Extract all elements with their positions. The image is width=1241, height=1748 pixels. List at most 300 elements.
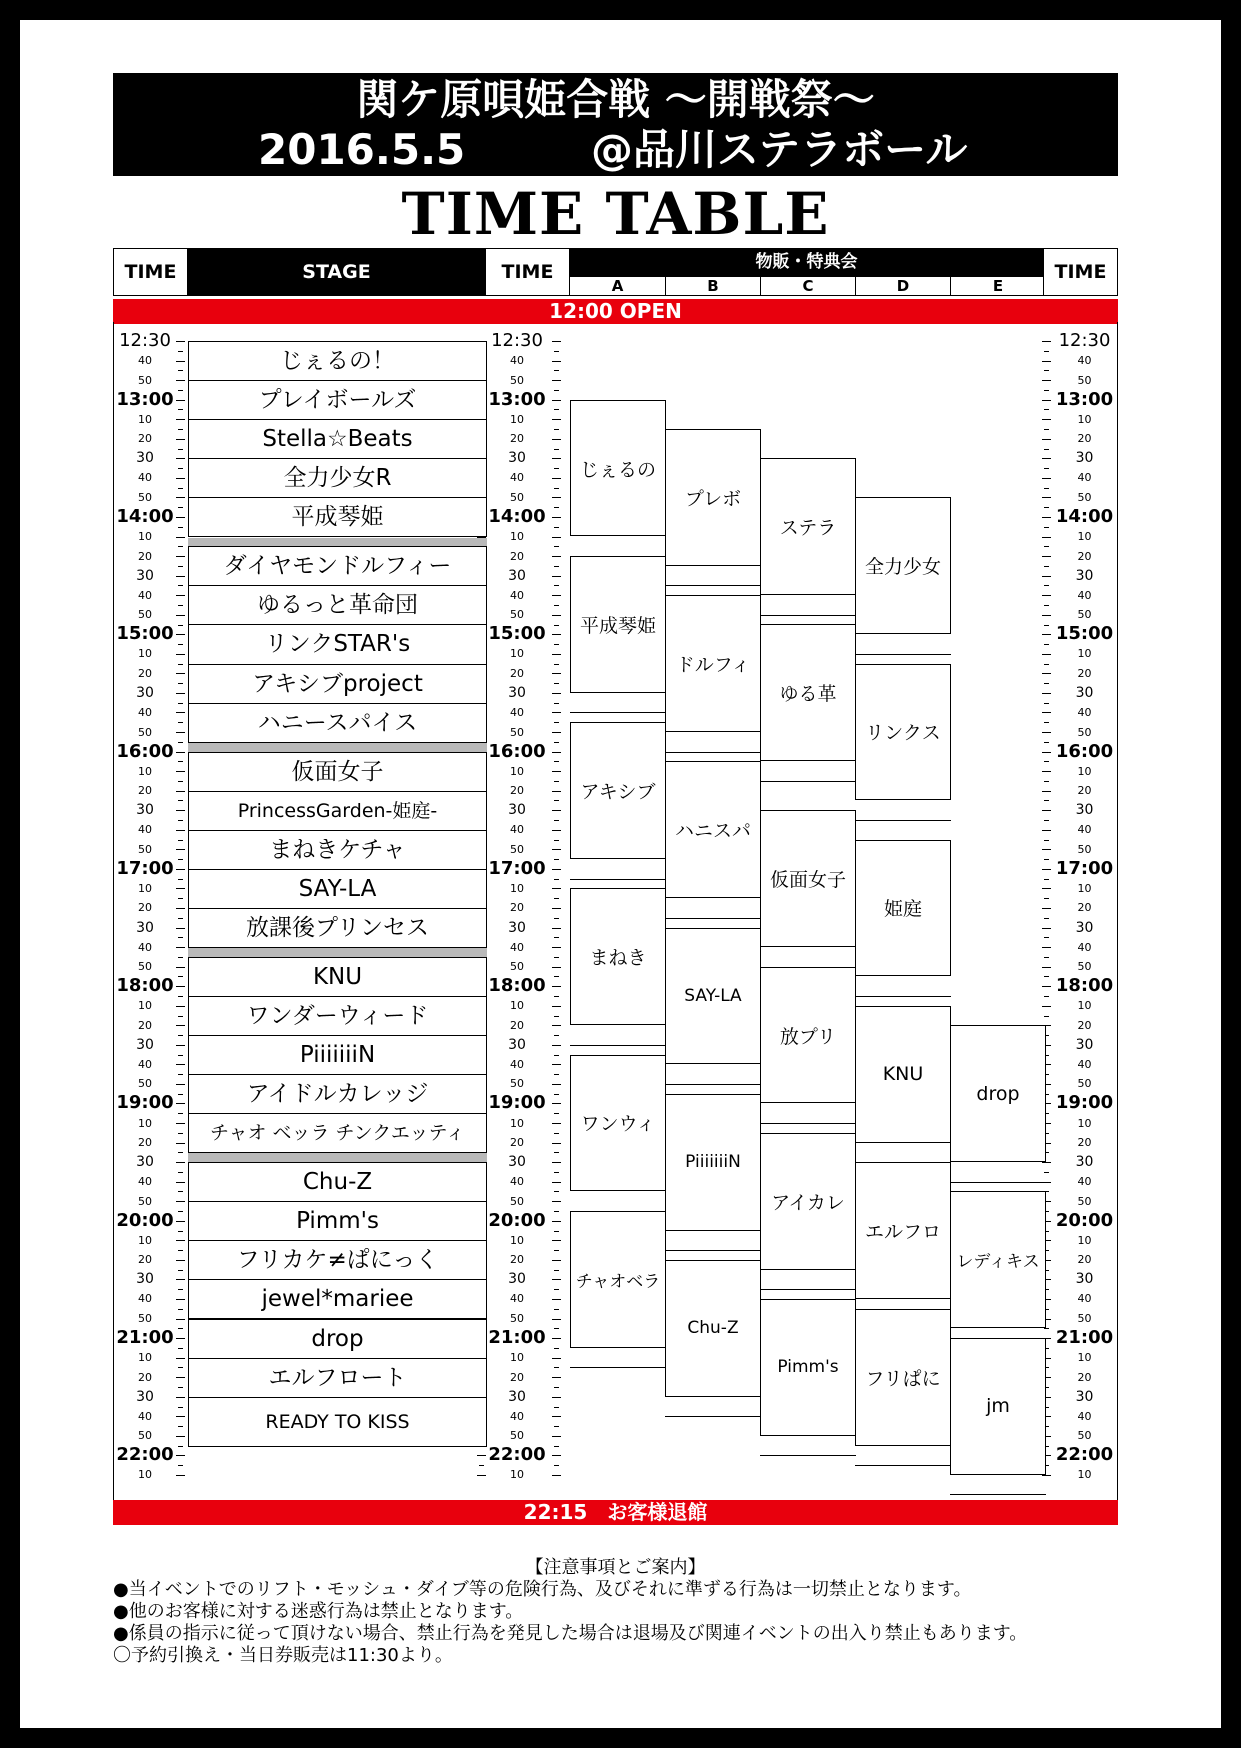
time-ruler-left-tick: [176, 615, 185, 616]
time-ruler-left-tick: [176, 849, 185, 850]
stage-slot: jewel*mariee: [188, 1279, 487, 1319]
time-ruler-right-tick: [1042, 361, 1051, 362]
time-ruler-left-label: 40: [138, 1292, 152, 1306]
time-ruler-right-tick: [1042, 419, 1051, 420]
time-ruler-middle-minor-tick: [554, 488, 559, 489]
time-ruler-right-label: 18:00: [1055, 975, 1114, 997]
time-ruler-right-tick: [1042, 1006, 1051, 1007]
stage-break: [188, 538, 487, 547]
time-ruler-left-tick: [176, 361, 185, 362]
merch-lane-labels: [570, 277, 1043, 295]
time-ruler-left-label: 30: [136, 567, 154, 584]
time-ruler-right-label: 10: [1077, 881, 1092, 895]
time-ruler-left-tick: [176, 869, 185, 870]
time-ruler-middle-label: 20: [510, 432, 524, 446]
time-ruler-left-minor-tick: [178, 1328, 183, 1329]
time-ruler-middle-label: 10: [510, 647, 524, 661]
time-ruler-middle-minor-tick: [554, 1250, 559, 1251]
note-item: ●係員の指示に従って頂けない場合、禁止行為を発見した場合は退場及び関連イベントの出入り禁止もあります。: [113, 1623, 1028, 1644]
time-ruler-middle-minor-tick: [554, 1367, 559, 1368]
merch-block-d: フリぱに: [855, 1309, 951, 1446]
time-ruler-left-label: 19:00: [116, 1092, 174, 1114]
time-ruler-middle-minor-tick: [554, 937, 559, 938]
time-ruler-middle-tick: [552, 752, 561, 753]
time-ruler-left-tick: [176, 1182, 185, 1183]
time-ruler-right-label: 21:00: [1055, 1327, 1114, 1349]
time-ruler-right-tick: [1042, 986, 1051, 987]
time-ruler-middle-tick: [552, 830, 561, 831]
time-ruler-left-tick: [176, 341, 185, 342]
time-ruler-left-label: 50: [138, 490, 152, 504]
time-ruler-middle-tick: [552, 615, 561, 616]
time-ruler-right-label: 30: [1075, 1388, 1094, 1405]
time-ruler-middle-tick: [552, 1319, 561, 1320]
time-ruler-right-tick: [1042, 478, 1051, 479]
time-ruler-left-tick: [176, 537, 185, 538]
time-ruler-middle-tick: [552, 419, 561, 420]
time-ruler-middle-label: 13:00: [488, 388, 546, 410]
time-ruler-middle-label: 30: [508, 567, 526, 584]
time-ruler-left-minor-tick: [178, 1407, 183, 1408]
time-ruler-left-label: 50: [138, 725, 152, 739]
time-ruler-right-label: 30: [1075, 1154, 1094, 1171]
time-ruler-middle-label: 20: [510, 666, 524, 680]
time-ruler-middle-label: 10: [510, 530, 524, 543]
time-ruler-middle-minor-tick: [554, 1309, 559, 1310]
time-ruler-left-tick: [176, 967, 185, 968]
time-ruler-left-label: 13:00: [116, 388, 174, 410]
time-ruler-left-tick: [176, 1397, 185, 1398]
time-ruler-left-label: 10: [138, 999, 152, 1013]
time-ruler-middle-tick: [552, 673, 561, 674]
stage-slot: ゆるっと革命団: [188, 585, 487, 625]
time-ruler-right-tick: [1042, 810, 1051, 811]
time-ruler-right-label: 30: [1075, 1036, 1094, 1053]
stage-break: [188, 1153, 487, 1162]
time-ruler-middle-tick: [552, 654, 561, 655]
time-ruler-middle-tick: [552, 1025, 561, 1026]
merch-block-b: ハニスパ: [665, 761, 761, 898]
time-ruler-right-label: 50: [1077, 842, 1092, 856]
time-ruler-middle-tick: [552, 888, 561, 889]
time-ruler-left-tick: [176, 693, 185, 694]
time-ruler-right-label: 30: [1075, 1271, 1094, 1288]
time-ruler-middle-minor-tick: [554, 1133, 559, 1134]
time-ruler-right-minor-tick: [1044, 800, 1049, 801]
time-ruler-left-minor-tick: [178, 1113, 183, 1114]
time-ruler-right-label: 10: [1077, 1116, 1092, 1130]
time-ruler-right-tick: [1042, 771, 1051, 772]
time-ruler-left-tick: [176, 712, 185, 713]
time-ruler-middle-label: 20: [510, 1253, 524, 1267]
time-ruler-left-minor-tick: [178, 1055, 183, 1056]
time-ruler-right-minor-tick: [1044, 585, 1049, 586]
time-ruler-middle-minor-tick: [554, 996, 559, 997]
time-ruler-right-tick: [1042, 595, 1051, 596]
time-ruler-left-label: 40: [138, 705, 152, 719]
time-ruler-middle-tick: [552, 1338, 561, 1339]
time-ruler-left-minor-tick: [178, 976, 183, 977]
time-ruler-middle-minor-tick: [554, 1172, 559, 1173]
time-ruler-middle-label: 20: [510, 901, 524, 915]
time-ruler-left-tick: [176, 595, 185, 596]
time-ruler-middle-tick: [552, 1064, 561, 1065]
time-ruler-middle-label: 50: [510, 1312, 524, 1325]
time-ruler-middle-minor-tick: [554, 370, 559, 371]
time-ruler-right-tick: [1042, 830, 1051, 831]
time-ruler-right-label: 50: [1077, 608, 1092, 622]
time-ruler-left-label: 50: [138, 1429, 152, 1443]
merch-guide-line: [760, 1289, 856, 1290]
time-ruler-middle-tick: [552, 478, 561, 479]
time-ruler-right-label: 50: [1077, 490, 1092, 504]
time-ruler-middle-tick: [552, 771, 561, 772]
time-ruler-middle-tick: [552, 458, 561, 459]
time-ruler-right-tick: [1042, 693, 1051, 694]
time-ruler-right-label: 20: [1077, 432, 1092, 446]
timetable-sheet: [20, 20, 1221, 1728]
time-ruler-left-label: 40: [138, 940, 152, 954]
time-ruler-left-minor-tick: [178, 1133, 183, 1134]
time-ruler-left-label: 20: [138, 1370, 152, 1384]
merch-guide-line: [855, 820, 951, 821]
time-ruler-left-tick: [176, 1025, 185, 1026]
time-ruler-left-tick: [176, 517, 185, 518]
time-ruler-middle-tick: [552, 1377, 561, 1378]
time-ruler-right-label: 40: [1077, 940, 1092, 954]
time-ruler-right-label: 20: [1077, 666, 1092, 680]
merch-guide-line: [760, 1455, 856, 1456]
time-ruler-middle-minor-tick: [554, 1446, 559, 1447]
time-ruler-middle-label: 30: [508, 802, 526, 819]
time-ruler-left-tick: [176, 1279, 185, 1280]
time-ruler-middle-label: 30: [508, 450, 526, 467]
time-ruler-middle-label: 10: [510, 881, 524, 895]
time-ruler-middle-tick: [552, 556, 561, 557]
time-ruler-right-tick: [1042, 1162, 1051, 1163]
time-ruler-left-tick: [176, 458, 185, 459]
time-ruler-middle-tick: [552, 1006, 561, 1007]
time-ruler-middle-label: 17:00: [488, 857, 546, 879]
time-ruler-left-tick: [176, 1045, 185, 1046]
merch-guide-line: [665, 1250, 761, 1251]
time-ruler-right-minor-tick: [1044, 390, 1049, 391]
time-ruler-left-tick: [176, 1436, 185, 1437]
time-ruler-right-tick: [1042, 1475, 1051, 1476]
time-ruler-middle-minor-tick: [554, 1035, 559, 1036]
stage-slot: リンクSTAR's: [188, 624, 487, 664]
time-ruler-left-label: 10: [138, 764, 152, 778]
time-ruler-left-minor-tick: [178, 703, 183, 704]
time-ruler-left-tick: [176, 810, 185, 811]
time-ruler-left-label: 40: [138, 1057, 152, 1071]
stage-slot: 全力少女R: [188, 458, 487, 498]
time-ruler-middle-minor-tick: [479, 1465, 484, 1466]
time-ruler-left-label: 10: [138, 1468, 152, 1482]
merch-block-b: プレボ: [665, 429, 761, 566]
time-ruler-left-minor-tick: [178, 1211, 183, 1212]
time-ruler-middle-tick: [552, 712, 561, 713]
time-ruler-left-label: 21:00: [116, 1327, 174, 1349]
time-ruler-middle-label: 50: [510, 1194, 524, 1208]
time-ruler-left-label: 10: [138, 1233, 152, 1247]
time-ruler-middle-minor-tick: [554, 449, 559, 450]
time-ruler-left-label: 10: [138, 412, 152, 426]
time-ruler-middle-label: 20: [510, 1018, 524, 1032]
time-ruler-middle-tick: [552, 1240, 561, 1241]
merch-block-a: 平成琴姫: [570, 556, 666, 693]
time-ruler-left-minor-tick: [178, 390, 183, 391]
time-ruler-middle-label: 30: [508, 1036, 526, 1053]
time-ruler-left-tick: [176, 1299, 185, 1300]
time-ruler-left-tick: [176, 1103, 185, 1104]
time-ruler-right-minor-tick: [1044, 840, 1049, 841]
merch-block-b: SAY-LA: [665, 928, 761, 1065]
time-ruler-left-tick: [176, 419, 185, 420]
time-ruler-left-tick: [176, 947, 185, 948]
time-ruler-right-label: 20: [1077, 784, 1092, 798]
time-ruler-right-minor-tick: [1044, 488, 1049, 489]
time-ruler-middle-label: 40: [510, 354, 524, 368]
time-ruler-right-minor-tick: [1044, 605, 1049, 606]
time-ruler-left-minor-tick: [178, 664, 183, 665]
stage-slot: SAY-LA: [188, 869, 487, 909]
merch-guide-line: [760, 1123, 856, 1124]
time-ruler-right-label: 50: [1077, 1429, 1092, 1443]
time-ruler-left-label: 30: [136, 919, 154, 936]
time-ruler-right-minor-tick: [1044, 1016, 1049, 1017]
time-ruler-right-minor-tick: [1044, 527, 1049, 528]
time-ruler-middle-tick: [552, 810, 561, 811]
time-ruler-right-tick: [1042, 497, 1051, 498]
time-ruler-left-tick: [176, 908, 185, 909]
time-ruler-middle-label: 15:00: [488, 623, 546, 645]
time-ruler-right-label: 10: [1077, 1351, 1092, 1365]
time-ruler-left-label: 10: [138, 530, 152, 543]
stage-slot: ダイヤモンドルフィー: [188, 546, 487, 586]
time-ruler-left-minor-tick: [178, 507, 183, 508]
time-ruler-middle-tick: [552, 1260, 561, 1261]
time-ruler-left-minor-tick: [178, 1348, 183, 1349]
time-ruler-right-label: 40: [1077, 1409, 1092, 1423]
time-ruler-left-minor-tick: [178, 1387, 183, 1388]
merch-guide-line: [855, 996, 951, 997]
merch-lane-label-d: D: [855, 277, 950, 295]
time-ruler-middle-tick: [477, 1475, 486, 1476]
time-ruler-middle-label: 10: [510, 1468, 524, 1482]
time-ruler-left-label: 12:30: [119, 330, 171, 351]
merch-header: [569, 248, 1044, 296]
time-ruler-right-label: 10: [1077, 647, 1092, 661]
time-ruler-right-label: 10: [1077, 530, 1092, 543]
time-ruler-middle-minor-tick: [554, 1074, 559, 1075]
time-ruler-right-label: 50: [1077, 1077, 1092, 1091]
time-ruler-middle-minor-tick: [554, 976, 559, 977]
time-ruler-middle-minor-tick: [554, 1387, 559, 1388]
time-ruler-left-label: 20: [138, 1136, 152, 1150]
time-ruler-right-tick: [1042, 556, 1051, 557]
time-ruler-middle-label: 20: [510, 1370, 524, 1384]
time-ruler-middle-minor-tick: [554, 1016, 559, 1017]
time-ruler-middle-label: 40: [510, 940, 524, 954]
time-ruler-right-tick: [1042, 439, 1051, 440]
time-ruler-middle-minor-tick: [554, 1426, 559, 1427]
time-ruler-middle-minor-tick: [554, 840, 559, 841]
time-ruler-left-tick: [176, 986, 185, 987]
time-ruler-left-label: 30: [136, 1271, 154, 1288]
time-ruler-left-minor-tick: [178, 1172, 183, 1173]
time-ruler-right-label: 16:00: [1055, 740, 1114, 762]
time-ruler-left-tick: [176, 1338, 185, 1339]
time-ruler-middle-minor-tick: [554, 918, 559, 919]
time-ruler-right-minor-tick: [1044, 722, 1049, 723]
time-ruler-middle-minor-tick: [554, 1113, 559, 1114]
merch-block-c: Pimm's: [760, 1299, 856, 1436]
time-ruler-left-minor-tick: [178, 937, 183, 938]
time-ruler-middle-minor-tick: [554, 390, 559, 391]
time-ruler-right-label: 13:00: [1055, 388, 1114, 410]
stage-break: [188, 743, 487, 752]
time-ruler-right-label: 50: [1077, 1312, 1092, 1325]
time-ruler-left-minor-tick: [178, 527, 183, 528]
time-ruler-middle-label: 40: [510, 823, 524, 837]
notes-section: [113, 1557, 1213, 1667]
time-ruler-right-label: 40: [1077, 1292, 1092, 1306]
time-ruler-left-tick: [176, 400, 185, 401]
time-ruler-middle-label: 18:00: [488, 975, 546, 997]
time-ruler-left-minor-tick: [178, 488, 183, 489]
time-ruler-middle-label: 14:00: [488, 505, 546, 527]
time-ruler-left-minor-tick: [178, 644, 183, 645]
stage-slot: PrincessGarden-姫庭-: [188, 791, 487, 831]
time-ruler-middle-tick: [552, 1358, 561, 1359]
time-ruler-left-tick: [176, 634, 185, 635]
merch-block-d: 全力少女: [855, 497, 951, 634]
time-ruler-left-minor-tick: [178, 1270, 183, 1271]
stage-slot: drop: [188, 1319, 487, 1359]
merch-lane-label-e: E: [950, 277, 1045, 295]
time-ruler-left-label: 30: [136, 1388, 154, 1405]
stage-slot: 放課後プリンセス: [188, 908, 487, 948]
time-ruler-right-label: 40: [1077, 1057, 1092, 1071]
stage-slot: READY TO KISS: [188, 1397, 487, 1447]
time-ruler-middle-tick: [477, 1455, 486, 1456]
time-ruler-left-minor-tick: [178, 1094, 183, 1095]
time-ruler-left-tick: [176, 576, 185, 577]
time-ruler-middle-minor-tick: [554, 703, 559, 704]
time-ruler-left-label: 20: [138, 432, 152, 446]
time-ruler-right-minor-tick: [1044, 429, 1049, 430]
time-ruler-left-tick: [176, 1064, 185, 1065]
time-ruler-right-tick: [1042, 967, 1051, 968]
time-ruler-left-tick: [176, 791, 185, 792]
schedule-grid: [113, 322, 1118, 1500]
time-ruler-right-label: 17:00: [1055, 857, 1114, 879]
time-ruler-middle-tick: [552, 849, 561, 850]
time-ruler-right-minor-tick: [1044, 918, 1049, 919]
time-ruler-left-tick: [176, 654, 185, 655]
merch-block-e: jm: [950, 1338, 1046, 1475]
time-ruler-middle-label: 50: [510, 1429, 524, 1443]
time-ruler-middle-minor-tick: [554, 644, 559, 645]
time-ruler-left-label: 16:00: [116, 740, 174, 762]
time-ruler-middle-label: 50: [510, 608, 524, 622]
time-ruler-right-minor-tick: [1044, 859, 1049, 860]
merch-guide-line: [665, 1416, 761, 1417]
time-ruler-right-minor-tick: [1044, 409, 1049, 410]
merch-guide-line: [665, 585, 761, 586]
time-ruler-middle-minor-tick: [554, 781, 559, 782]
time-ruler-left-minor-tick: [178, 370, 183, 371]
time-ruler-middle-tick: [552, 341, 561, 342]
time-ruler-middle-tick: [552, 1455, 561, 1456]
time-ruler-left-tick: [176, 1221, 185, 1222]
merch-block-c: 放プリ: [760, 967, 856, 1104]
time-ruler-right-tick: [1042, 654, 1051, 655]
time-ruler-left-label: 40: [138, 354, 152, 368]
time-ruler-right-minor-tick: [1044, 351, 1049, 352]
time-ruler-middle-tick: [552, 1221, 561, 1222]
time-ruler-left-tick: [176, 497, 185, 498]
time-ruler-middle-tick: [552, 1416, 561, 1417]
time-ruler-middle-tick: [552, 537, 561, 538]
time-ruler-middle-label: 50: [510, 842, 524, 856]
time-ruler-left-minor-tick: [178, 605, 183, 606]
time-ruler-middle-minor-tick: [554, 409, 559, 410]
time-ruler-left-minor-tick: [178, 957, 183, 958]
merch-block-a: チャオベラ: [570, 1211, 666, 1348]
time-ruler-middle-label: 19:00: [488, 1092, 546, 1114]
time-ruler-left-label: 40: [138, 823, 152, 837]
time-ruler-right-tick: [1042, 380, 1051, 381]
stage-slot: Pimm's: [188, 1201, 487, 1241]
stage-slot: ハニースパイス: [188, 703, 487, 743]
time-ruler-left-minor-tick: [178, 1231, 183, 1232]
time-ruler-left-minor-tick: [178, 351, 183, 352]
time-ruler-middle-tick: [552, 361, 561, 362]
time-ruler-middle-tick: [552, 595, 561, 596]
merch-block-d: KNU: [855, 1006, 951, 1143]
time-ruler-right-label: 10: [1077, 764, 1092, 778]
time-ruler-middle-tick: [552, 1162, 561, 1163]
time-ruler-left-label: 50: [138, 960, 152, 974]
time-ruler-middle-minor-tick: [554, 1191, 559, 1192]
time-ruler-middle-label: 16:00: [488, 740, 546, 762]
time-ruler-middle-minor-tick: [554, 585, 559, 586]
stage-slot: アキシブproject: [188, 664, 487, 704]
time-ruler-middle-minor-tick: [554, 1055, 559, 1056]
merch-block-c: ステラ: [760, 458, 856, 595]
time-ruler-right-tick: [1042, 576, 1051, 577]
time-ruler-right-tick: [1042, 537, 1051, 538]
time-ruler-left-label: 10: [138, 647, 152, 661]
time-ruler-middle-label: 10: [510, 1233, 524, 1247]
stage-slot: Chu-Z: [188, 1162, 487, 1202]
timetable-heading: TIME TABLE: [401, 180, 830, 248]
time-ruler-right-label: 30: [1075, 450, 1094, 467]
time-ruler-left-tick: [176, 439, 185, 440]
time-ruler-middle-tick: [552, 1182, 561, 1183]
time-ruler-middle-label: 12:30: [491, 330, 543, 351]
time-ruler-middle-minor-tick: [554, 683, 559, 684]
time-ruler-left-minor-tick: [178, 859, 183, 860]
time-ruler-middle-tick: [552, 986, 561, 987]
time-ruler-left-label: 30: [136, 802, 154, 819]
time-ruler-middle-tick: [552, 439, 561, 440]
time-ruler-right-minor-tick: [1044, 937, 1049, 938]
time-ruler-right-label: 19:00: [1055, 1092, 1114, 1114]
merch-block-c: 仮面女子: [760, 810, 856, 947]
